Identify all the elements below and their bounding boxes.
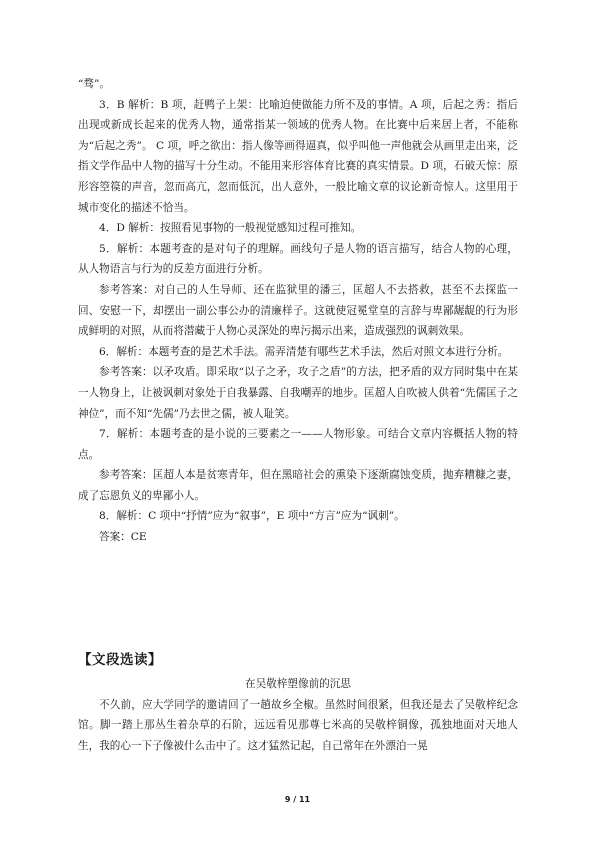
article-paragraph: 不久前，应大学同学的邀请回了一趟故乡全椒。虽然时间很紧，但我还是去了吴敬梓纪念馆。脚一踏上那丛生着杂草的石阶，远远看见那尊七米高的吴敬梓铜像，孤独地面对天地人生，我的心一下子像被什么击中了。这才猛然记起，自己常年在外漂泊一晃 <box>78 698 518 752</box>
answer-section <box>78 74 518 548</box>
answer-8-result: 答案：CE <box>99 531 147 544</box>
answer-3: 3．B 解析：B 项，赶鸭子上架：比喻迫使做能力所不及的事情。A 项，后起之秀：指后出现或新成长起来的优秀人物，通常指某一领域的优秀人物。在比赛中后来居上者，不能称为“后起之秀”。 C 项，呼之欲出：指人像等画得逼真，似乎叫他一声他就会从画里走出来，泛指文学作品中人物的描写十分生动。不能用来形容体育比赛的真实情景。D 项，石破天惊：原形容箜篌的声音，忽而高亢，忽而低沉，出人意外，一般比喻文章的议论新奇惊人。这里用于城市变化的描述不恰当。 <box>78 98 518 214</box>
section-heading: 【文段选读】 <box>78 652 162 668</box>
answer-7-analysis: 7．解析：本题考查的是小说的三要素之一——人物形象。可结合文章内容概括人物的特点。 <box>78 428 518 461</box>
answer-fragment: “骛”。 <box>78 78 111 90</box>
answer-5-analysis: 5．解析：本题考查的是对句子的理解。画线句子是人物的语言描写，结合人物的心理，从人物语言与行为的反差方面进行分析。 <box>78 242 518 276</box>
answer-7-reference: 参考答案：匡超人本是贫寒青年，但在黑暗社会的熏染下逐渐腐蚀变质，抛弃糟糠之妻，成了忘恩负义的卑鄙小人。 <box>78 469 518 502</box>
answer-8-analysis: 8．解析：C 项中“抒情”应为“叙事”，E 项中“方言”应为“讽刺”。 <box>99 510 405 523</box>
answer-4: 4．D 解析：按照看见事物的一般视觉感知过程可推知。 <box>99 222 362 235</box>
answer-6-analysis: 6．解析：本题考查的是艺术手法。需弄清楚有哪些艺术手法，然后对照文本进行分析。 <box>99 345 509 358</box>
answer-5-reference: 参考答案：对自己的人生导师、还在监狱里的潘三，匡超人不去搭救，甚至不去探监一回、安慰一下，却摆出一副公事公办的清廉样子。这就使冠冕堂皇的言辞与卑鄙龌龊的行为形成鲜明的对照，从而将潜藏于人物心灵深处的卑污揭示出来，造成强烈的讽刺效果。 <box>78 283 518 338</box>
page-number: 9 / 11 <box>284 795 311 804</box>
answer-6-reference: 参考答案：以矛攻盾。即采取“以子之矛，攻子之盾”的方法，把矛盾的双方同时集中在某一人物身上，让被讽刺对象处于自我暴露、自我嘲弄的地步。匡超人自吹被人供着“先儒匡子之神位”，而不知“先儒”乃去世之儒，被人耻笑。 <box>78 366 518 420</box>
reading-article <box>78 674 518 756</box>
article-title: 在吴敬梓塑像前的沉思 <box>245 678 351 690</box>
